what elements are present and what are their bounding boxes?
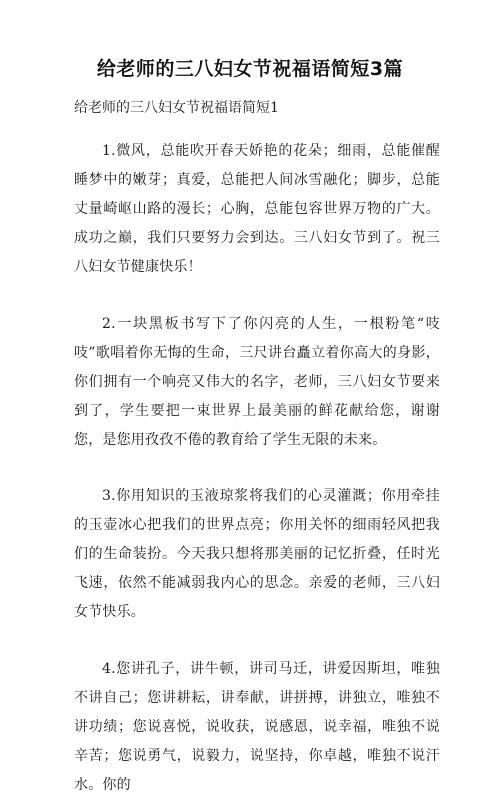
paragraph-1: 1.微风，总能吹开春天娇艳的花朵；细雨，总能催醒睡梦中的嫩芽；真爱，总能把人间冰雪融化；脚步，总能丈量崎岖山路的漫长；心胸，总能包容世界万物的广大。成功之巅，我们只要努力会到达。三八妇女节到了。祝三八妇女节健康快乐！ xyxy=(74,143,440,275)
paragraph-3: 3.你用知识的玉液琼浆将我们的心灵灌溉；你用牵挂的玉壶冰心把我们的世界点亮；你用关怀的细雨轻风把我们的生命装扮。今天我只想将那美丽的记忆折叠，任时光飞速，依然不能减弱我内心的思念。亲爱的老师，三八妇女节快乐。 xyxy=(74,488,440,620)
paragraph-4: 4.您讲孔子，讲牛顿，讲司马迁，讲爱因斯坦，唯独不讲自己；您讲耕耘，讲奉献，讲拼搏，讲独立，唯独不讲功绩；您说喜悦，说收获，说感恩，说幸福，唯独不说辛苦；您说勇气，说毅力，说坚持，你卓越，唯独不说汗水。你的 xyxy=(74,661,440,793)
document-title: 给老师的三八妇女节祝福语简短3篇 xyxy=(96,58,404,80)
paragraph-2: 2.一块黑板书写下了你闪亮的人生，一根粉笔“吱吱”歌唱着你无悔的生命，三尺讲台矗立着你高大的身影，你们拥有一个响亮又伟大的名字，老师，三八妇女节要来到了，学生要把一束世界上最美丽的鲜花献给您，谢谢您，是您用孜孜不倦的教育给了学生无限的未来。 xyxy=(74,316,440,448)
document-subtitle: 给老师的三八妇女节祝福语简短1 xyxy=(74,100,279,116)
